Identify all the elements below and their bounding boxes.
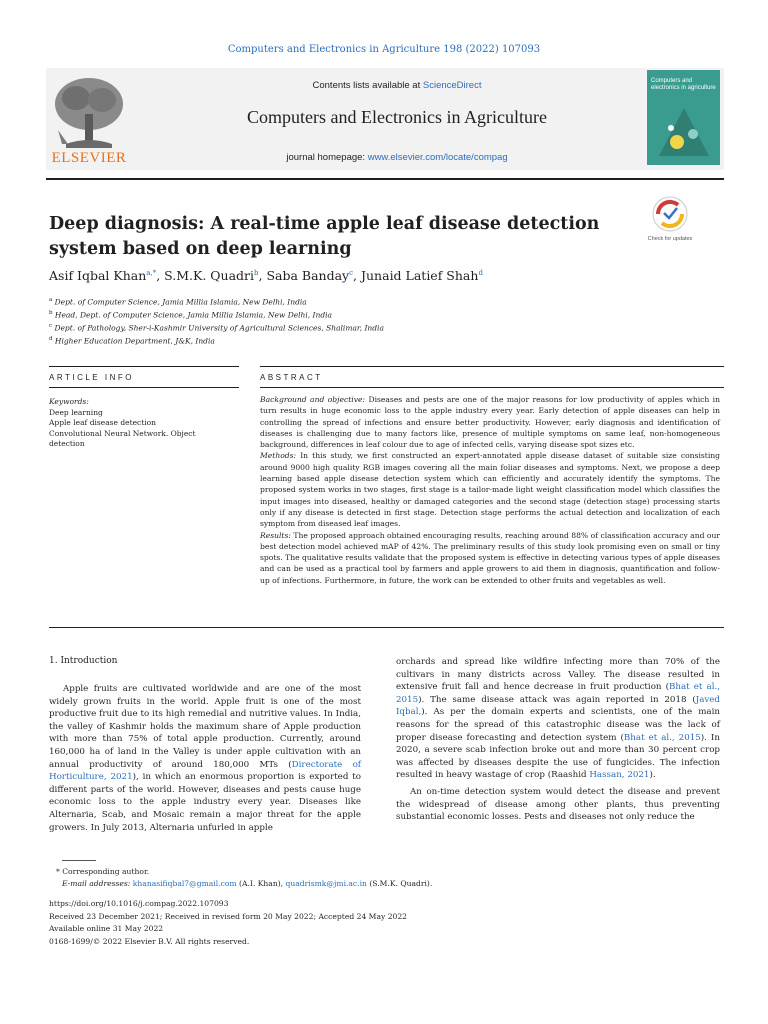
- affiliation-list: [49, 295, 709, 347]
- citation-link[interactable]: Bhat et al., 2015: [623, 732, 701, 743]
- email-line: [62, 878, 702, 889]
- affiliation-text: Dept. of Pathology, Sher-i-Kashmir University of Agricultural Sciences, Shalimar, India: [54, 323, 384, 333]
- text-run: ). As per the domain experts and scientists, one of the main reasons for the spread of this catastrophic disease was the lack of proper disease forecasting and detection system (: [396, 707, 720, 743]
- keyword: Convolutional Neural Network. Object detection: [49, 428, 196, 448]
- abstract-background: [260, 394, 720, 450]
- homepage-line: [140, 152, 654, 163]
- affiliation-item: [49, 334, 709, 347]
- methods-text: In this study, we first constructed an expert-annotated apple disease dataset of suitable size consisting around 9000 high quality RGB images covering all the main foliar diseases and symptoms. Next, we propose a deep learning based apple disease detection system which can efficiently and accurately identify the symptoms. The proposed system works in two stages, first stage is a tailor-made light weight classification model which classifies the input images into diseased, healthy or damaged categories and the second stage (detection stage) processing starts only if any disease is detected in first stage. Detection stage performs the actual detection and localization of each symptom from diseased leaf images.: [260, 451, 720, 529]
- homepage-prefix: journal homepage:: [286, 152, 368, 163]
- keyword: Apple leaf disease detection: [49, 418, 156, 427]
- text-run: An on-time detection system would detect the disease and prevent the widespread of disease among other plants, thus preventing substantial economic losses. Pests and diseases not only reduce the: [396, 786, 720, 823]
- affiliation-sup: d: [49, 336, 53, 342]
- paper-title: Deep diagnosis: A real-time apple leaf disease detection system based on deep learning: [49, 214, 600, 259]
- email-link[interactable]: quadrismk@jmi.ac.in: [285, 879, 367, 888]
- keyword: Deep learning: [49, 407, 103, 417]
- received-dates: Received 23 December 2021; Received in revised form 20 May 2022; Accepted 24 May 2022: [49, 912, 408, 921]
- text-run: ).: [649, 770, 656, 781]
- email-link[interactable]: khanasifiqbal7@gmail.com: [132, 879, 237, 888]
- affiliation-sup: c: [49, 323, 53, 329]
- affiliation-text: Higher Education Department, J&K, India: [54, 336, 215, 346]
- abstract-heading: ABSTRACT: [260, 373, 323, 382]
- body-column-right: [396, 656, 720, 824]
- contents-line: [140, 80, 654, 91]
- text-run: ), in which an enormous proportion is exported to different parts of the world. However, diseases and pests cause huge economic loss to the apple industry every year. Diseases like Alternaria, Scab, and Mosaic remain a major threat for the apple growers. In July 2013, Alternaria unfurled in apple: [49, 772, 361, 833]
- citation-link[interactable]: Bhat et al., 2015: [396, 682, 720, 705]
- keywords-label: Keywords:: [49, 397, 89, 406]
- text-run: ). In 2020, a severe scab infection broke out and more than 30 percent crop was affected by diseases despite the use of fungicides. The infection resulted in heavy wastage of crop (Raashid: [396, 732, 720, 781]
- section-heading-introduction: 1. Introduction: [49, 656, 118, 666]
- available-online: Available online 31 May 2022: [49, 924, 164, 933]
- background-text: Diseases and pests are one of the major reasons for low productivity of apples which in turn results in huge economic loss to the apple industry every year. Early detection of apple diseases can help in controlling the spread of infections and ensure better productivity. However, early diagnosis and identification of diseases is challenging due to many factors like, presence of multiple symptoms on same leaf, non-homogeneous background, differences in leaf colour due to age of infected cells, varying disease spot sizes etc.: [260, 395, 720, 450]
- article-info-heading: ARTICLE INFO: [49, 373, 134, 382]
- journal-cover-image[interactable]: [647, 70, 720, 165]
- corresponding-author-note: * Corresponding author.: [56, 867, 150, 876]
- methods-label: Methods:: [260, 451, 297, 461]
- affiliation-item: [49, 295, 709, 308]
- article-info-rule-top: [49, 366, 239, 367]
- author-name[interactable]: Saba Banday: [266, 268, 350, 283]
- author-name[interactable]: Junaid Latief Shah: [361, 268, 479, 283]
- abstract-methods: [260, 450, 720, 529]
- abstract-text: [260, 394, 720, 586]
- author-list: Asif Iqbal Khan$^{a,*}$, S.M.K. Quadri$^b$, Saba Banday$^c$, Junaid Latief Shah$^d$: [49, 268, 483, 283]
- sciencedirect-link[interactable]: ScienceDirect: [422, 80, 482, 91]
- author-name[interactable]: S.M.K. Quadri: [164, 268, 255, 283]
- article-info-rule: [49, 387, 239, 388]
- running-journal-link[interactable]: Computers and Electronics in Agriculture 198 (2022) 107093: [227, 44, 541, 55]
- homepage-link[interactable]: www.elsevier.com/locate/compag: [367, 152, 508, 163]
- cover-art-icon: [655, 104, 713, 162]
- citation-link[interactable]: Hassan, 2021: [589, 770, 650, 781]
- author-sup[interactable]: d: [478, 268, 483, 277]
- results-label: Results:: [260, 530, 291, 540]
- affiliation-item: [49, 308, 709, 321]
- cover-title: Computers and electronics in agriculture: [651, 78, 716, 91]
- author-name[interactable]: Asif Iqbal Khan: [49, 268, 147, 283]
- abstract-rule: [260, 387, 724, 388]
- keywords-block: [49, 397, 229, 450]
- paragraph: [49, 683, 361, 834]
- email-owner: (A.I. Khan),: [239, 879, 284, 888]
- author-sup[interactable]: c: [349, 268, 354, 277]
- journal-title: Computers and Electronics in Agriculture: [247, 107, 547, 127]
- abstract-rule-top: [260, 366, 724, 367]
- background-label: Background and objective:: [260, 395, 366, 404]
- doi-link[interactable]: https://doi.org/10.1016/j.compag.2022.107093: [49, 899, 229, 908]
- citation-link[interactable]: Javed Iqbal,: [396, 694, 720, 718]
- paragraph: [396, 656, 720, 782]
- footnote-rule: [62, 860, 96, 861]
- check-for-updates-label[interactable]: Check for updates: [647, 236, 693, 242]
- copyright: 0168-1699/© 2022 Elsevier B.V. All rights reserved.: [49, 937, 250, 946]
- citation-link[interactable]: Directorate of Horticulture, 2021: [49, 759, 362, 783]
- author-sup[interactable]: a,*: [146, 268, 157, 277]
- affiliation-sup: a: [49, 297, 53, 303]
- text-run: Apple fruits are cultivated worldwide and are one of the most widely grown fruits in the world. Apple fruit is one of the most productive fruit due to its high remedial and nutritive values. In India, the valley of Kashmir holds the maximum share of Apple production with more than 75% of total apple production. Currently, around 160,000 ha of land in the Valley is under apple cultivation with an annual productivity of around 180,000 MTs (: [49, 684, 361, 770]
- contents-prefix: Contents lists available at: [312, 80, 423, 91]
- affiliation-item: [49, 321, 709, 334]
- email-owner: (S.M.K. Quadri).: [369, 879, 433, 888]
- affiliation-text: Head, Dept. of Computer Science, Jamia Millia Islamia, New Delhi, India: [54, 310, 333, 320]
- abstract-results: [260, 530, 720, 586]
- abstract-end-rule: [49, 627, 724, 628]
- publisher-logo: ELSEVIER: [51, 150, 127, 166]
- affiliation-sup: b: [49, 310, 53, 316]
- affiliation-text: Dept. of Computer Science, Jamia Millia Islamia, New Delhi, India: [54, 297, 307, 307]
- text-run: ). The same disease attack was again reported in 2018 (: [418, 694, 696, 705]
- text-run: orchards and spread like wildfire infecting more than 70% of the cultivars in many districts across Valley. The disease resulted in extensive fruit fall and hence decrease in fruit production (: [396, 657, 720, 693]
- results-text: The proposed approach obtained encouraging results, reaching around 88% of classification accuracy and our best detection model achieved mAP of 42%. The preliminary results of this study look promising even on small or tiny spots. The qualitative results validate that the proposed system is effective in detecting various types of apple diseases and can be used as a practical tool by farmers and apple growers to aid them in diagnosis, quantification and follow-up of infections. Furthermore, in future, the work can be extended to other fruits and vegetables as well.: [260, 530, 720, 585]
- header-rule: [46, 178, 724, 180]
- paragraph: [396, 786, 720, 824]
- email-label: E-mail addresses:: [62, 879, 131, 888]
- author-sup[interactable]: b: [254, 268, 259, 277]
- check-for-updates-icon[interactable]: [650, 194, 690, 234]
- body-column-left: [49, 683, 361, 834]
